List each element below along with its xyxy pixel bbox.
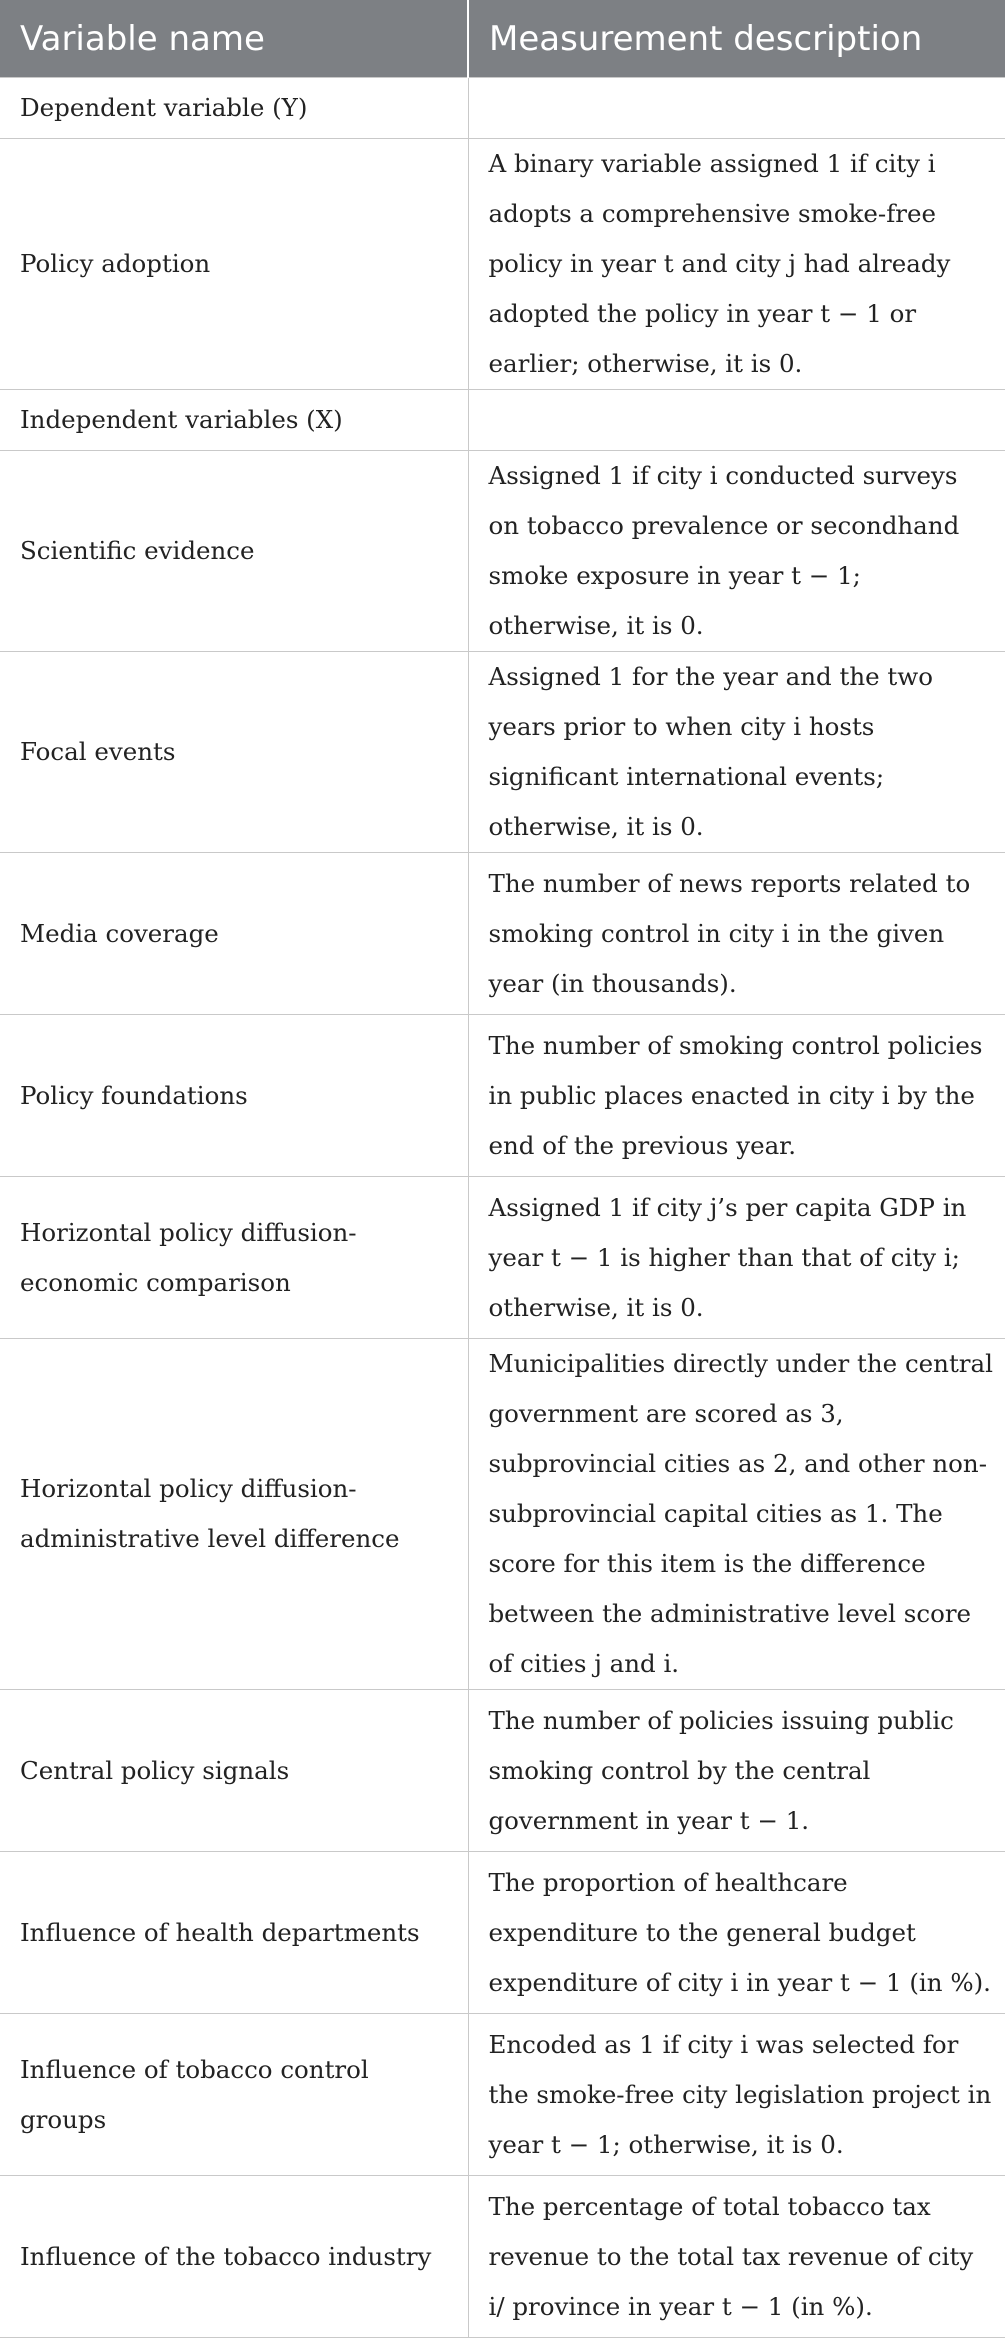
description-cell: Municipalities directly under the central government are scored as 3, subprovincial cities as 2, and other non-subprovincial capital cities as 1. The score for this item is the difference between the administrative level score of cities j and i. [468, 1339, 1005, 1690]
table-row [0, 1177, 1005, 1339]
table-row [0, 1852, 1005, 2014]
variable-name-cell: Influence of health departments [0, 1852, 468, 2014]
table-row [0, 1339, 1005, 1690]
table-row [0, 451, 1005, 652]
header-row [0, 0, 1005, 78]
description-cell: Assigned 1 for the year and the two years prior to when city i hosts significant international events; otherwise, it is 0. [468, 652, 1005, 853]
variable-name-cell: Horizontal policy diffusion-administrative level difference [0, 1339, 468, 1690]
variable-name-cell: Influence of the tobacco industry [0, 2176, 468, 2338]
variable-name-cell: Independent variables (X) [0, 390, 468, 451]
description-cell: Assigned 1 if city j’s per capita GDP in year t − 1 is higher than that of city i; otherwise, it is 0. [468, 1177, 1005, 1339]
variable-name-cell: Policy foundations [0, 1015, 468, 1177]
variable-name-cell: Influence of tobacco control groups [0, 2014, 468, 2176]
description-cell: The percentage of total tobacco tax revenue to the total tax revenue of city i/ province in year t − 1 (in %). [468, 2176, 1005, 2338]
variable-name-cell: Central policy signals [0, 1690, 468, 1852]
description-cell: Assigned 1 if city i conducted surveys on tobacco prevalence or secondhand smoke exposure in year t − 1; otherwise, it is 0. [468, 451, 1005, 652]
table-row [0, 1690, 1005, 1852]
table-row [0, 2176, 1005, 2338]
table-row [0, 139, 1005, 390]
table-row [0, 390, 1005, 451]
description-cell: Encoded as 1 if city i was selected for the smoke-free city legislation project in year t − 1; otherwise, it is 0. [468, 2014, 1005, 2176]
description-cell [468, 78, 1005, 139]
variable-name-cell: Focal events [0, 652, 468, 853]
description-cell: The number of policies issuing public smoking control by the central government in year t − 1. [468, 1690, 1005, 1852]
variable-name-cell: Policy adoption [0, 139, 468, 390]
table-row [0, 853, 1005, 1015]
header-measurement-description: Measurement description [468, 0, 1005, 78]
variable-name-cell: Dependent variable (Y) [0, 78, 468, 139]
table-header [0, 0, 1005, 78]
variable-name-cell: Media coverage [0, 853, 468, 1015]
table-row [0, 2014, 1005, 2176]
description-cell: The number of smoking control policies in public places enacted in city i by the end of the previous year. [468, 1015, 1005, 1177]
description-cell: The number of news reports related to smoking control in city i in the given year (in thousands). [468, 853, 1005, 1015]
table-row [0, 78, 1005, 139]
variable-name-cell: Horizontal policy diffusion-economic comparison [0, 1177, 468, 1339]
description-cell: A binary variable assigned 1 if city i adopts a comprehensive smoke-free policy in year t and city j had already adopted the policy in year t − 1 or earlier; otherwise, it is 0. [468, 139, 1005, 390]
header-variable-name: Variable name [0, 0, 468, 78]
table-row [0, 652, 1005, 853]
description-cell: The proportion of healthcare expenditure to the general budget expenditure of city i in year t − 1 (in %). [468, 1852, 1005, 2014]
description-cell [468, 390, 1005, 451]
table-body [0, 78, 1005, 2338]
variable-name-cell: Scientific evidence [0, 451, 468, 652]
table-row [0, 1015, 1005, 1177]
